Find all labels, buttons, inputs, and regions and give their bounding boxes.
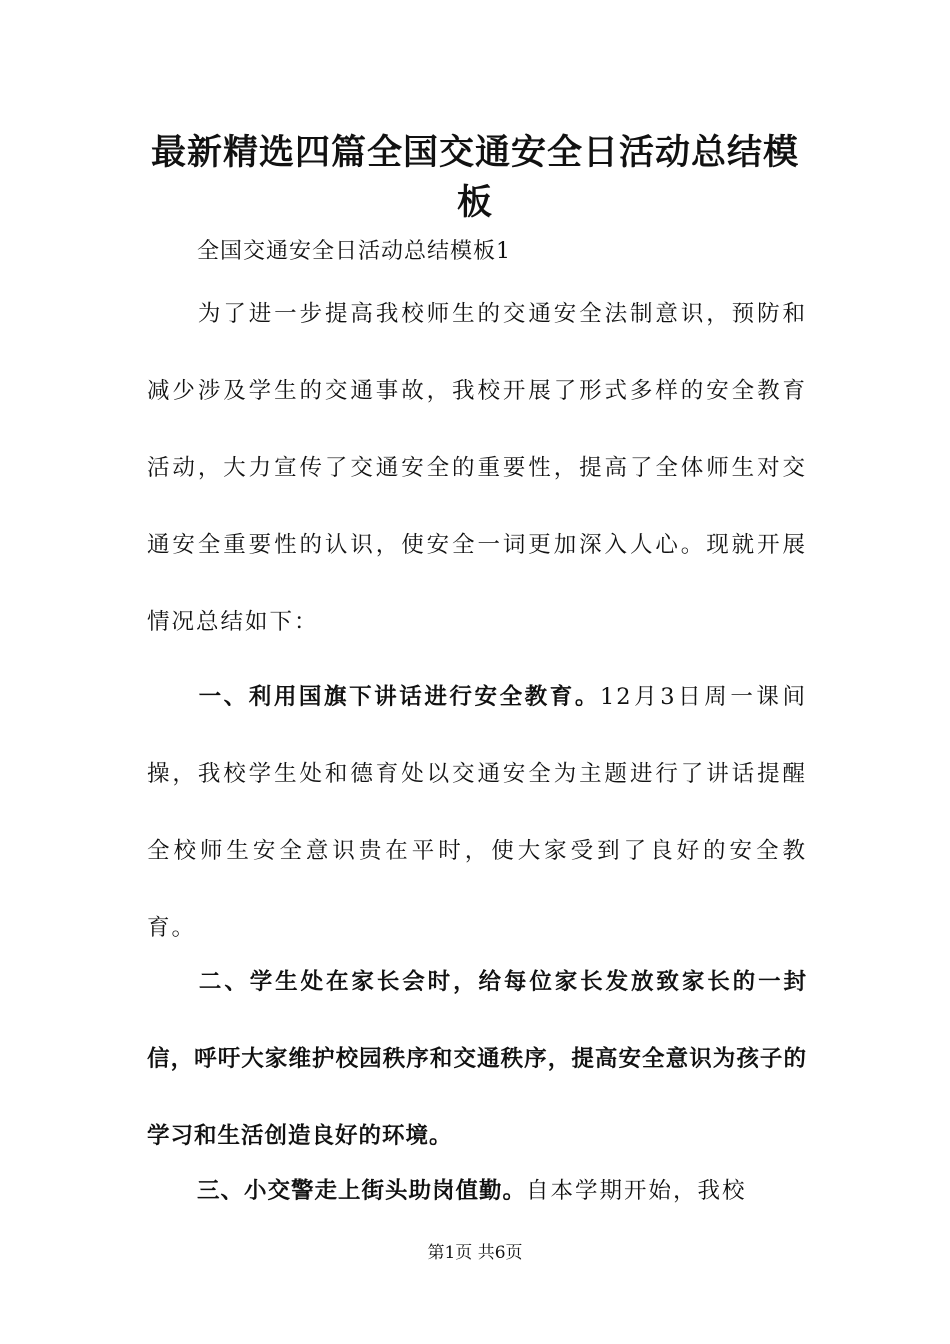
document-title: 最新精选四篇全国交通安全日活动总结模板 (150, 133, 799, 223)
paragraph-section-3 (147, 1153, 807, 1230)
paragraph-text: 12月3日周一课间操，我校学生处和德育处以交通安全为主题进行了讲话提醒全校师生安全意识贵在平时，使大家受到了良好的安全教育。 (147, 684, 807, 941)
document-subtitle: 全国交通安全日活动总结模板1 (197, 239, 511, 264)
paragraph-intro (147, 276, 807, 661)
page-footer: 第1页 共6页 (427, 1243, 523, 1263)
section-heading: 三、小交警走上街头助岗值勤。 (197, 1178, 527, 1204)
section-heading: 二、学生处在家长会时，给每位家长发放致家长的一封信，呼吁大家维护校园秩序和交通秩序，提高安全意识为孩子的学习和生活创造良好的环境。 (147, 969, 807, 1149)
paragraph-section-1 (147, 659, 807, 967)
section-heading: 一、利用国旗下讲话进行安全教育。 (197, 684, 600, 710)
paragraph-text: 自本学期开始，我校 (526, 1178, 747, 1204)
paragraph-section-2 (147, 944, 807, 1175)
paragraph-text: 为了进一步提高我校师生的交通安全法制意识，预防和减少涉及学生的交通事故，我校开展了形式多样的安全教育活动，大力宣传了交通安全的重要性，提高了全体师生对交通安全重要性的认识，使安全一词更加深入人心。现就开展情况总结如下： (147, 301, 807, 635)
